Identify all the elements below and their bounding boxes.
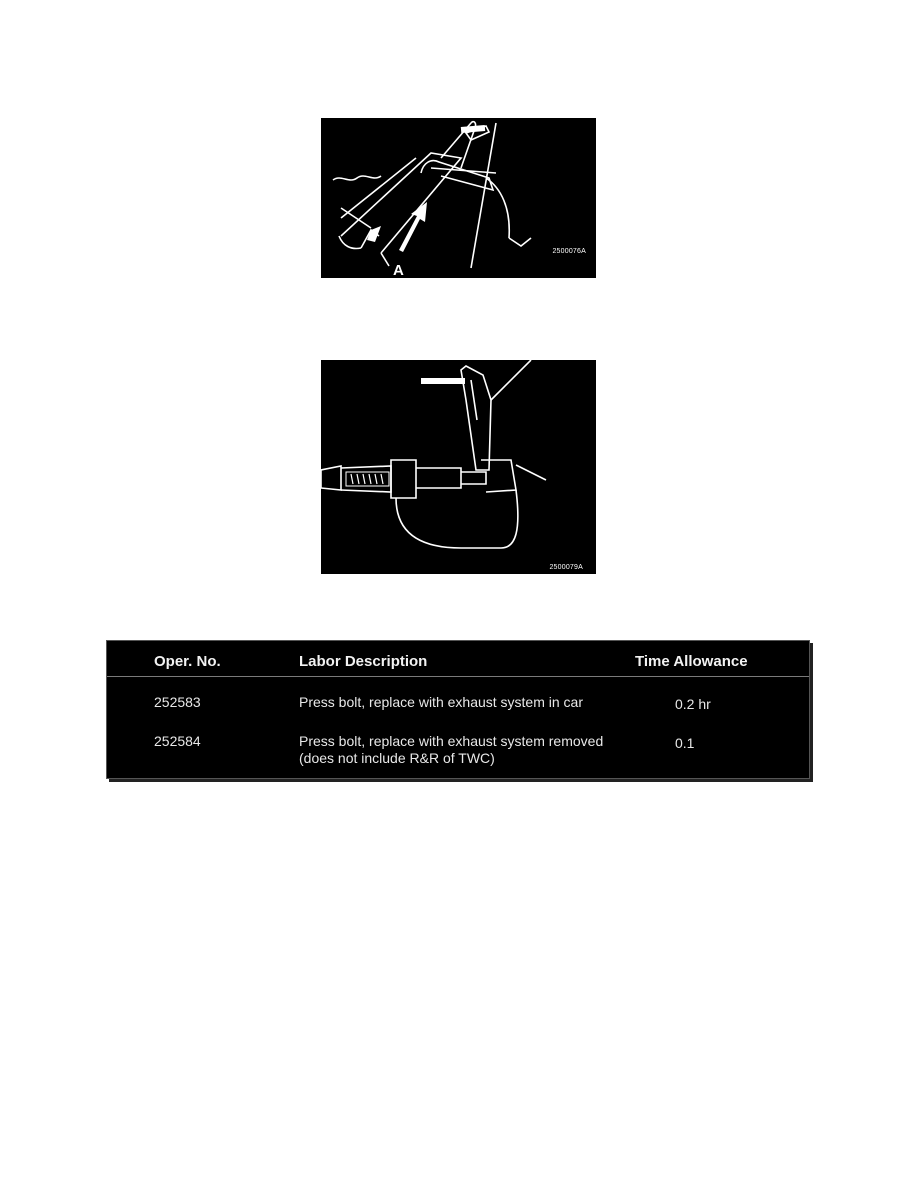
figure-micrometer-measurement bbox=[321, 360, 596, 574]
header-time-allowance: Time Allowance bbox=[635, 653, 748, 670]
row-1-description: Press bolt, replace with exhaust system in car bbox=[299, 694, 584, 710]
table-divider bbox=[107, 676, 809, 677]
row-1-time: 0.2 hr bbox=[675, 696, 711, 712]
header-oper-no: Oper. No. bbox=[154, 653, 221, 670]
row-2-time: 0.1 bbox=[675, 735, 695, 751]
figure-code: 2500076A bbox=[552, 248, 586, 255]
row-1-oper-no: 252583 bbox=[154, 694, 201, 710]
callout-label-a: A bbox=[393, 262, 404, 278]
header-labor-description: Labor Description bbox=[299, 653, 428, 670]
row-2-description: Press bolt, replace with exhaust system removed bbox=[299, 733, 604, 749]
labor-time-table bbox=[106, 640, 810, 779]
micrometer-illustration bbox=[321, 360, 596, 574]
row-2-oper-no: 252584 bbox=[154, 733, 201, 749]
row-2-description-cont: (does not include R&R of TWC) bbox=[299, 750, 495, 766]
figure-press-bolt-removal bbox=[321, 118, 596, 278]
figure-code: 2500079A bbox=[549, 564, 583, 571]
